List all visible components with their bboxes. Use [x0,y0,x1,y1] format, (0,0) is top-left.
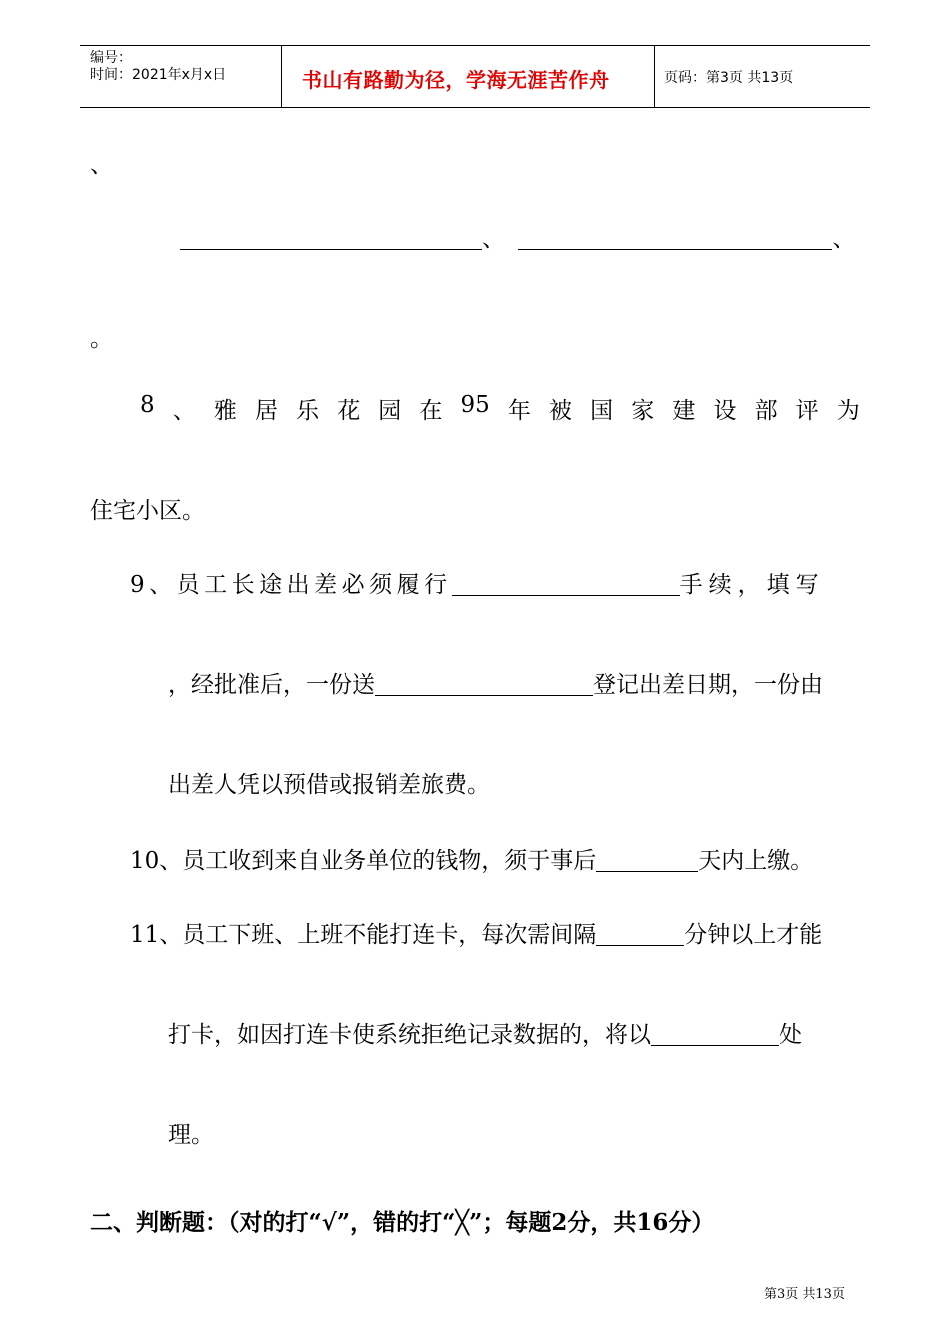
question-9-text: 手续，填写 [679,572,825,598]
question-9-line-3: 出差人凭以预借或报销差旅费。 [168,772,490,798]
question-11-text: 打卡，如因打连卡使系统拒绝记录数据的，将以 [168,1022,651,1048]
header-divider [281,46,282,107]
question-11-text: 11、员工下班、上班不能打连卡，每次需间隔 [130,922,597,948]
header-motto: 书山有路勤为径，学海无涯苦作舟 [302,68,610,92]
question-10 [130,842,813,875]
question-11-line-1 [130,916,822,949]
question-8-char: 园 [378,398,402,424]
question-8-char: 国 [590,398,614,424]
question-8-char: 乐 [296,398,320,424]
question-9-text: 登记出差日期，一份由 [593,672,823,698]
question-8-char: 雅 [213,398,237,424]
question-8-char: 花 [337,398,361,424]
section-2-title: 二、判断题：（对的打“√”，错的打“╳”；每题2分，共16分） [90,1209,715,1236]
question-9-line-2 [168,666,860,699]
question-8-line [140,392,860,425]
question-9-line-1 [130,566,860,599]
question-10-text: 10、员工收到来自业务单位的钱物，须于事后 [130,848,597,874]
question-8-char: 、 [172,398,196,424]
question-11-text: 处 [779,1022,802,1048]
answer-blank[interactable] [596,847,698,872]
question-8-char: 设 [713,398,737,424]
question-8-char: 8 [140,392,155,418]
question-8-char: 建 [672,398,696,424]
separator: 、 [482,226,505,252]
question-11-line-2 [168,1016,802,1049]
question-8-char: 年 [507,398,531,424]
question-8-end: 住宅小区。 [90,498,205,524]
question-10-text: 天内上缴。 [698,848,814,874]
doc-code-label: 编号： [90,50,132,66]
dangling-comma: 、 [90,152,113,178]
question-9-text: 9、员工长途出差必须履行 [130,572,452,598]
page-footer: 第3页 共13页 [764,1287,845,1302]
answer-blank[interactable] [180,225,482,250]
question-9-text: ，经批准后，一份送 [168,672,375,698]
question-8-char: 部 [754,398,778,424]
question-8-char: 为 [836,398,860,424]
question-8-char: 评 [795,398,819,424]
question-8-char: 在 [419,398,443,424]
question-8-char: 家 [631,398,655,424]
answer-blank[interactable] [518,225,832,250]
header-divider [654,46,655,107]
doc-time: 时间：2021年x月x日 [90,67,227,83]
answer-blank[interactable] [651,1021,779,1046]
question-8-char: 居 [254,398,278,424]
answer-blank[interactable] [375,671,593,696]
answer-blank[interactable] [596,921,684,946]
header-page-number: 页码：第3页 共13页 [664,70,794,86]
answer-blank[interactable] [452,571,680,596]
question-11-text: 分钟以上才能 [684,922,823,948]
blank-line-row [180,220,860,253]
question-11-line-3: 理。 [168,1122,214,1148]
question-8-char: 95 [460,392,490,418]
separator: 、 [832,226,856,252]
question-8-char: 被 [549,398,573,424]
dangling-period: 。 [90,326,113,352]
